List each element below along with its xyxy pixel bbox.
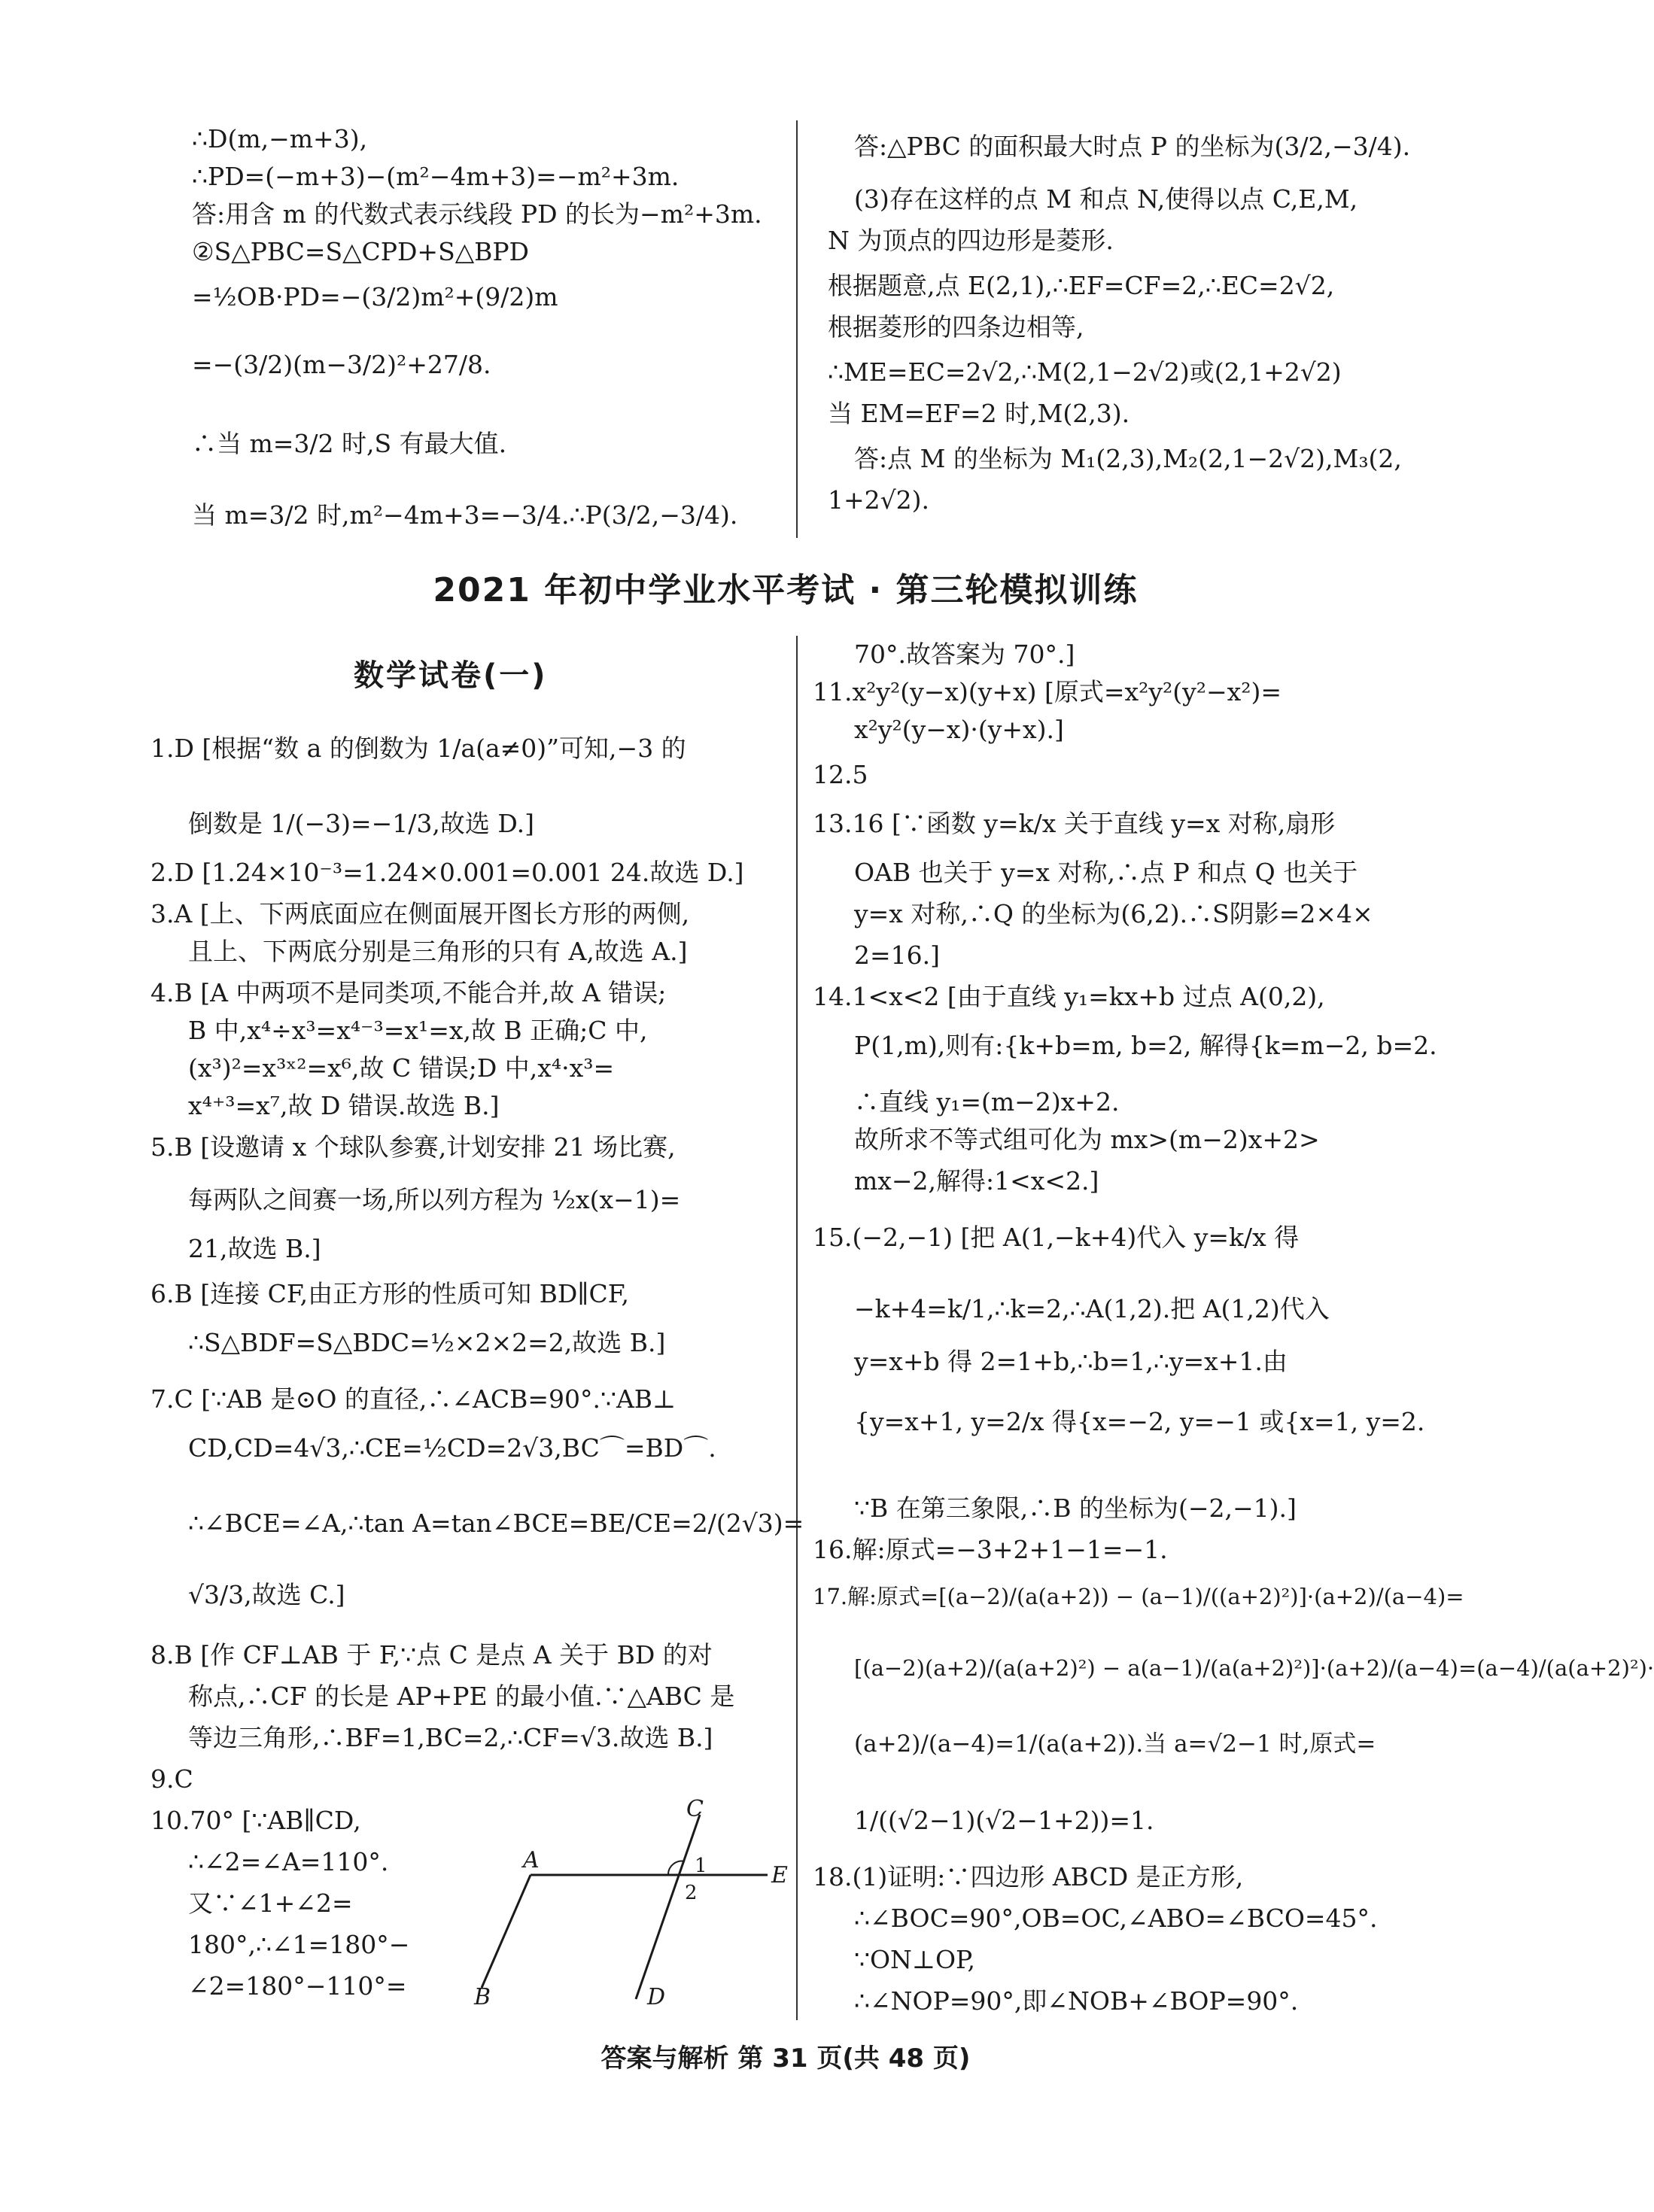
answer-line: 8.B [作 CF⊥AB 于 F,∵点 C 是点 A 关于 BD 的对: [151, 1640, 713, 1670]
label-a: A: [523, 1847, 540, 1873]
answer-line: 13.16 [∵函数 y=k/x 关于直线 y=x 对称,扇形: [813, 809, 1336, 838]
text-line: =½OB·PD=−(3/2)m²+(9/2)m: [192, 282, 558, 311]
text-line: (3)存在这样的点 M 和点 N,使得以点 C,E,M,: [854, 184, 1358, 214]
text-line: N 为顶点的四边形是菱形.: [828, 226, 1114, 255]
paper-title: 数学试卷(一): [354, 658, 548, 693]
answer-line: CD,CD=4√3,∴CE=½CD=2√3,BC⌒=BD⌒.: [188, 1433, 716, 1463]
answer-line: 70°.故答案为 70°.]: [854, 640, 1075, 669]
answer-line: 2.D [1.24×10⁻³=1.24×0.001=0.001 24.故选 D.]: [151, 858, 744, 887]
text-line: 1+2√2).: [828, 485, 930, 515]
answer-line: 16.解:原式=−3+2+1−1=−1.: [813, 1535, 1168, 1564]
answer-line: [(a−2)(a+2)/(a(a+2)²) − a(a−1)/(a(a+2)²)]·(a+2)/(a−4)=(a−4)/(a(a+2)²)·: [854, 1655, 1654, 1681]
label-e: E: [771, 1862, 788, 1888]
parallel-lines-diagram: [467, 1796, 798, 2010]
answer-line: ∴∠2=∠A=110°.: [188, 1847, 389, 1876]
text-line: ∴当 m=3/2 时,S 有最大值.: [192, 429, 507, 458]
top-column-divider: [796, 120, 798, 538]
answer-line: 10.70° [∵AB∥CD,: [151, 1806, 361, 1835]
line-cd: [636, 1815, 700, 1999]
text-line: 答:用含 m 的代数式表示线段 PD 的长为−m²+3m.: [192, 199, 762, 229]
answer-line: 1/((√2−1)(√2−1+2))=1.: [854, 1806, 1154, 1835]
text-line: =−(3/2)(m−3/2)²+27/8.: [192, 350, 491, 379]
answer-line: 14.1<x<2 [由于直线 y₁=kx+b 过点 A(0,2),: [813, 982, 1325, 1011]
answer-line: x²y²(y−x)·(y+x).]: [854, 715, 1064, 744]
answer-line: 15.(−2,−1) [把 A(1,−k+4)代入 y=k/x 得: [813, 1223, 1300, 1252]
answer-line: 又∵∠1+∠2=: [188, 1888, 353, 1918]
answer-line: ∵ON⊥OP,: [854, 1945, 976, 1974]
answer-line: ∴S△BDF=S△BDC=½×2×2=2,故选 B.]: [188, 1328, 666, 1357]
page-footer: 答案与解析 第 31 页(共 48 页): [600, 2043, 971, 2074]
answer-line: ∴直线 y₁=(m−2)x+2.: [854, 1087, 1120, 1117]
answer-line: ∠2=180°−110°=: [188, 1971, 407, 2001]
answer-line: 等边三角形,∴BF=1,BC=2,∴CF=√3.故选 B.]: [188, 1723, 713, 1752]
answer-line: B 中,x⁴÷x³=x⁴⁻³=x¹=x,故 B 正确;C 中,: [188, 1016, 648, 1045]
answer-line: P(1,m),则有:{k+b=m, b=2, 解得{k=m−2, b=2.: [854, 1031, 1437, 1060]
answer-line: 每两队之间赛一场,所以列方程为 ½x(x−1)=: [188, 1185, 681, 1214]
answer-line: 4.B [A 中两项不是同类项,不能合并,故 A 错误;: [151, 978, 667, 1007]
answer-line: 21,故选 B.]: [188, 1234, 321, 1263]
text-line: 答:点 M 的坐标为 M₁(2,3),M₂(2,1−2√2),M₃(2,: [854, 444, 1402, 473]
answer-line: y=x 对称,∴Q 的坐标为(6,2).∴S阴影=2×4×: [854, 899, 1373, 928]
label-c: C: [686, 1796, 704, 1822]
answer-line: 180°,∴∠1=180°−: [188, 1930, 410, 1959]
text-line: ②S△PBC=S△CPD+S△BPD: [192, 237, 529, 266]
text-line: 当 EM=EF=2 时,M(2,3).: [828, 399, 1130, 428]
answer-line: 5.B [设邀请 x 个球队参赛,计划安排 21 场比赛,: [151, 1132, 676, 1162]
text-line: ∴D(m,−m+3),: [192, 124, 368, 153]
answer-line: ∴∠BOC=90°,OB=OC,∠ABO=∠BCO=45°.: [854, 1904, 1378, 1933]
answer-line: y=x+b 得 2=1+b,∴b=1,∴y=x+1.由: [854, 1347, 1288, 1376]
answer-line: (x³)²=x³ˣ²=x⁶,故 C 错误;D 中,x⁴·x³=: [188, 1053, 615, 1083]
text-line: ∴ME=EC=2√2,∴M(2,1−2√2)或(2,1+2√2): [828, 357, 1342, 387]
answer-line: ∵B 在第三象限,∴B 的坐标为(−2,−1).]: [854, 1493, 1297, 1523]
answer-line: x⁴⁺³=x⁷,故 D 错误.故选 B.]: [188, 1091, 500, 1120]
answer-line: ∴∠NOP=90°,即∠NOB+∠BOP=90°.: [854, 1986, 1299, 2016]
answer-line: 2=16.]: [854, 940, 941, 970]
answer-line: −k+4=k/1,∴k=2,∴A(1,2).把 A(1,2)代入: [854, 1294, 1330, 1323]
section-title: 2021 年初中学业水平考试 · 第三轮模拟训练: [433, 571, 1139, 609]
answer-line: {y=x+1, y=2/x 得{x=−2, y=−1 或{x=1, y=2.: [854, 1407, 1425, 1436]
answer-line: 1.D [根据“数 a 的倒数为 1/a(a≠0)”可知,−3 的: [151, 734, 686, 763]
label-d: D: [647, 1984, 666, 2010]
text-line: 根据题意,点 E(2,1),∴EF=CF=2,∴EC=2√2,: [828, 271, 1335, 300]
label-b: B: [474, 1984, 491, 2010]
answer-line: mx−2,解得:1<x<2.]: [854, 1166, 1099, 1196]
text-line: 当 m=3/2 时,m²−4m+3=−3/4.∴P(3/2,−3/4).: [192, 500, 738, 530]
text-line: 根据菱形的四条边相等,: [828, 312, 1084, 342]
answer-line: 故所求不等式组可化为 mx>(m−2)x+2>: [854, 1125, 1320, 1154]
answer-line: 9.C: [151, 1764, 193, 1794]
answer-line: ∴∠BCE=∠A,∴tan A=tan∠BCE=BE/CE=2/(2√3)=: [188, 1509, 804, 1538]
answer-line: 称点,∴CF 的长是 AP+PE 的最小值.∵△ABC 是: [188, 1682, 735, 1711]
text-line: 答:△PBC 的面积最大时点 P 的坐标为(3/2,−3/4).: [854, 132, 1411, 161]
answer-line: 6.B [连接 CF,由正方形的性质可知 BD∥CF,: [151, 1279, 630, 1308]
answer-line: 3.A [上、下两底面应在侧面展开图长方形的两侧,: [151, 899, 690, 928]
line-ab: [482, 1875, 531, 1988]
answer-line: OAB 也关于 y=x 对称,∴点 P 和点 Q 也关于: [854, 858, 1358, 887]
answer-line: 11.x²y²(y−x)(y+x) [原式=x²y²(y²−x²)=: [813, 677, 1282, 706]
answer-line: 7.C [∵AB 是⊙O 的直径,∴∠ACB=90°.∵AB⊥: [151, 1384, 676, 1414]
answer-line: 且上、下两底分别是三角形的只有 A,故选 A.]: [188, 937, 688, 966]
label-angle-2: 2: [685, 1882, 698, 1904]
label-angle-1: 1: [695, 1855, 707, 1877]
answer-line: 18.(1)证明:∵四边形 ABCD 是正方形,: [813, 1862, 1244, 1891]
answer-line: 17.解:原式=[(a−2)/(a(a+2)) − (a−1)/((a+2)²)]·(a+2)/(a−4)=: [813, 1584, 1464, 1609]
answer-line: √3/3,故选 C.]: [188, 1580, 345, 1609]
answer-line: (a+2)/(a−4)=1/(a(a+2)).当 a=√2−1 时,原式=: [854, 1730, 1376, 1758]
text-line: ∴PD=(−m+3)−(m²−4m+3)=−m²+3m.: [192, 162, 680, 191]
answer-line: 12.5: [813, 760, 868, 789]
answer-line: 倒数是 1/(−3)=−1/3,故选 D.]: [188, 809, 535, 838]
